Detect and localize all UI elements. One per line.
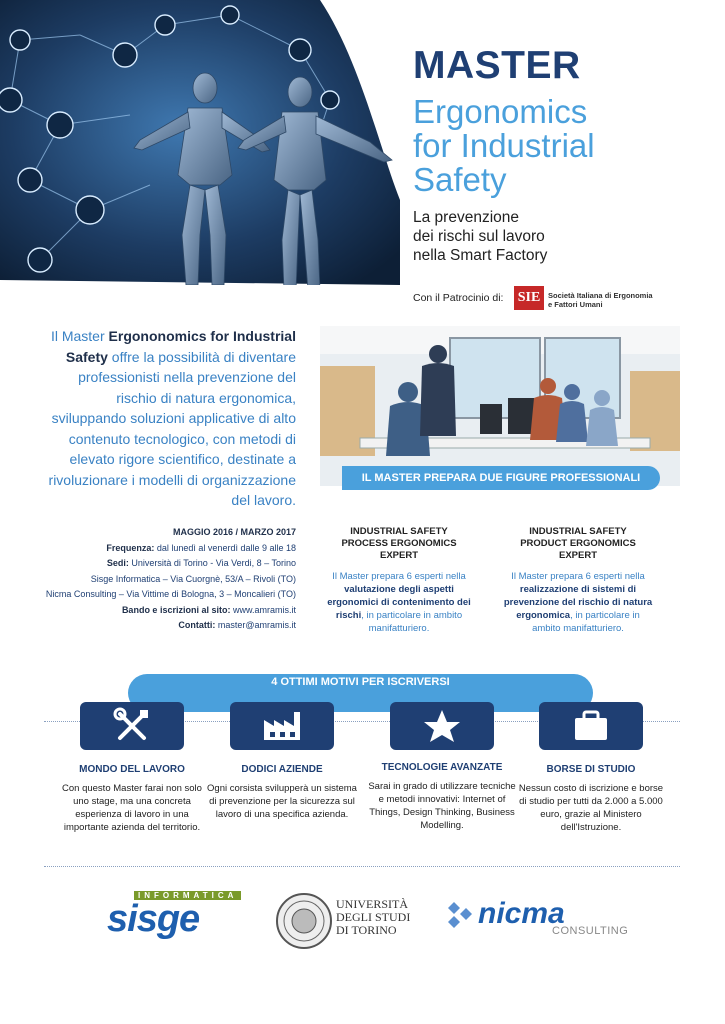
intro-prefix: Il Master [50, 328, 109, 344]
reason-title: MONDO DEL LAVORO [79, 764, 185, 775]
tile-borse-studio [539, 702, 643, 750]
tile-dodici-aziende [230, 702, 334, 750]
frequenza-row [40, 541, 296, 557]
tagline-line: La prevenzione [413, 209, 519, 226]
unito-line: DEGLI STUDI [336, 910, 411, 924]
sedi-row [40, 556, 296, 572]
figure-title [324, 526, 474, 562]
sedi-label: Sedi: [106, 558, 129, 568]
sedi-value: Università di Torino - Via Verdi, 8 – Torino [131, 558, 296, 568]
reason-title: DODICI AZIENDE [241, 764, 323, 775]
frequenza-label: Frequenza: [106, 542, 155, 553]
unito-seal-icon [276, 893, 332, 949]
hero-image [0, 0, 400, 285]
subtitle-line: for Industrial [413, 127, 595, 164]
nicma-diamonds [446, 902, 478, 934]
figure-title-line: INDUSTRIAL SAFETY [350, 526, 448, 537]
hero-illustration [0, 0, 400, 285]
star-icon [390, 702, 494, 750]
figure-desc-end: , in particolare in ambito manifatturiero. [532, 610, 640, 634]
sie-name-line: Società Italiana di Ergonomia [548, 291, 653, 300]
figure-description [503, 570, 653, 635]
figure-product-expert [503, 526, 653, 635]
unito-line: UNIVERSITÀ [336, 897, 408, 911]
figure-desc-start: Il Master prepara 6 esperti nella [332, 571, 466, 582]
figure-desc-bold: realizzazione di sistemi di prevenzione del rischio di natura ergonomica [503, 584, 653, 621]
nicma-mark-icon [446, 902, 478, 939]
divider-bottom [44, 866, 680, 867]
figure-title-line: EXPERT [558, 550, 597, 561]
tagline-line: nella Smart Factory [413, 247, 548, 264]
sie-name-line: e Fattori Umani [548, 300, 603, 309]
factory-icon [230, 702, 334, 750]
tools-icon [80, 702, 184, 750]
figure-title-line: PROCESS ERGONOMICS [341, 538, 457, 549]
figure-description [324, 570, 474, 635]
contatti-row [40, 618, 296, 634]
unito-name [336, 898, 410, 937]
reason-title: TECNOLOGIE AVANZATE [381, 762, 503, 773]
reason-text: Sarai in grado di utilizzare tecniche e metodi innovativi: Internet of Things, Design Thinking, Business Modelling. [368, 781, 516, 831]
intro-paragraph [40, 326, 296, 511]
reason-title: BORSE DI STUDIO [546, 764, 636, 775]
tile-mondo-lavoro [80, 702, 184, 750]
sede-row: Nicma Consulting – Via Vittime di Bologna, 3 – Moncalieri (TO) [45, 589, 296, 599]
reason-text: Ogni corsista svilupperà un sistema di prevenzione per la sicurezza sul lavoro di una specifica azienda. [207, 783, 357, 820]
figure-process-expert [324, 526, 474, 635]
tile-tecnologie [390, 702, 494, 750]
figure-desc-bold: valutazione degli aspetti ergonomici di contenimento dei rischi [327, 584, 471, 621]
patrocinio-label: Con il Patrocinio di: [413, 292, 504, 304]
figure-desc-end: , in particolare in ambito manifatturiero. [361, 610, 463, 634]
sie-name [548, 291, 668, 309]
subtitle-line: Ergonomics [413, 93, 588, 130]
two-profiles-banner: IL MASTER PREPARA DUE FIGURE PROFESSIONALI [342, 466, 660, 490]
course-dates: MAGGIO 2016 / MARZO 2017 [172, 527, 296, 537]
team-photo [320, 326, 680, 486]
bando-label: Bando e iscrizioni al sito: [121, 604, 231, 615]
course-info [40, 525, 296, 634]
master-title: MASTER [413, 44, 581, 87]
reason-text: Nessun costo di iscrizione e borse di studio per tutti da 2.000 a 5.000 euro, grazie al Ministero dell'Istruzione. [518, 783, 664, 833]
figure-title-line: PRODUCT ERGONOMICS [520, 538, 636, 549]
bando-link[interactable]: www.amramis.it [232, 604, 296, 615]
subtitle-line: Safety [413, 161, 507, 198]
figure-desc-start: Il Master prepara 6 esperti nella [511, 571, 645, 582]
briefcase-icon [539, 702, 643, 750]
sede-row: Sisge Informatica – Via Cuorgnè, 53/A – Rivoli (TO) [90, 573, 296, 584]
team-photo-illustration [320, 326, 680, 486]
unito-line: DI TORINO [336, 923, 397, 937]
figure-title-line: EXPERT [379, 550, 418, 561]
intro-rest: offre la possibilità di diventare professionisti nella prevenzione del rischio di natura ergonomica, sviluppando soluzioni applicative di alto contenuto tecnologico, con metodi di elevato rigore scientifico, destinate a rivoluzionare i modelli di organizzazione del lavoro. [48, 348, 296, 508]
frequenza-value: dal lunedì al venerdì dalle 9 alle 18 [156, 542, 296, 553]
figure-title [503, 526, 653, 562]
figure-title-line: INDUSTRIAL SAFETY [529, 526, 627, 537]
sisge-logo: sisge [107, 898, 200, 940]
intro-master-name: Ergononomics for Industrial Safety [65, 328, 296, 365]
bando-row [40, 603, 296, 619]
unito-seal-art [278, 895, 330, 947]
master-subtitle [413, 95, 713, 197]
tagline-line: dei rischi sul lavoro [413, 228, 545, 245]
reason-text: Con questo Master farai non solo uno stage, ma una concreta esperienza di lavoro in una importante azienda del territorio. [62, 783, 202, 833]
reasons-title: 4 OTTIMI MOTIVI PER ISCRIVERSI [271, 676, 450, 688]
sie-logo: SIE [514, 286, 544, 310]
nicma-logo: nicma [478, 897, 565, 930]
consulting-label: CONSULTING [552, 925, 629, 937]
tagline [413, 208, 713, 265]
contatti-label: Contatti: [178, 620, 216, 630]
sisge-logo-tag: INFORMATICA [134, 891, 241, 900]
contatti-email[interactable]: master@amramis.it [217, 620, 296, 630]
